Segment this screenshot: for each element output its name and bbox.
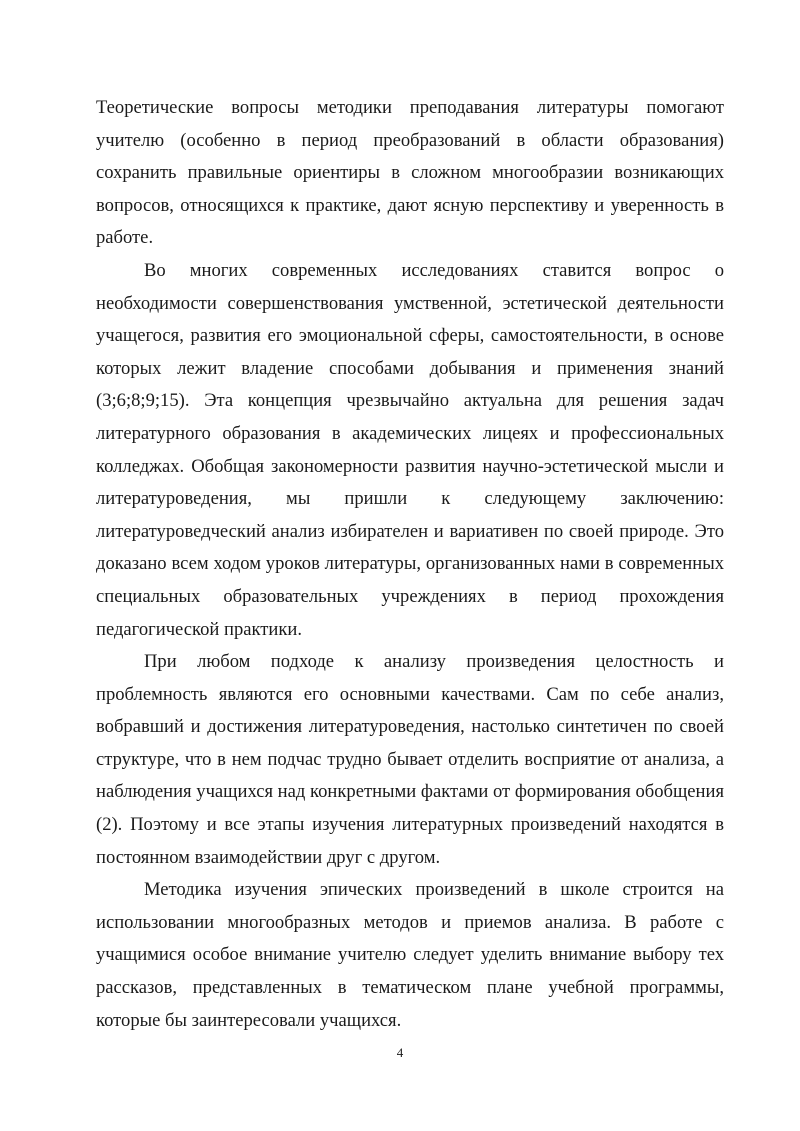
page-number: 4 — [396, 1045, 404, 1060]
paragraph-1: Теоретические вопросы методики преподавания литературы помогают учителю (особенно в период преобразований в области образования) сохранить правильные ориентиры в сложном многообразии возникающих вопросов, относящихся к практике, дают ясную перспективу и уверенность в работе. — [96, 97, 724, 249]
paragraph-2: Во многих современных исследованиях ставится вопрос о необходимости совершенствования умственной, эстетической деятельности учащегося, развития его эмоциональной сферы, самостоятельности, в основе которых лежит владение способами добывания и применения знаний (3;6;8;9;15). Эта концепция чрезвычайно актуальна для решения задач литературного образования в академических лицеях и профессиональных колледжах. Обобщая закономерности развития научно-эстетической мысли и литературоведения, мы пришли к следующему заключению: литературоведческий анализ избирателен и вариативен по своей природе. Это доказано всем ходом уроков литературы, организованных нами в современных специальных образовательных учреждениях в период прохождения педагогической практики. — [96, 259, 724, 640]
paragraph-4: Методика изучения эпических произведений в школе строится на использовании многообразных методов и приемов анализа. В работе с учащимися особое внимание учителю следует уделить внимание выбору тех рассказов, представленных в тематическом плане учебной программы, которые бы заинтересовали учащихся. — [96, 879, 724, 1031]
paragraph-3: При любом подходе к анализу произведения целостность и проблемность являются его основными качествами. Сам по себе анализ, вобравший и достижения литературоведения, настолько синтетичен по своей структуре, что в нем подчас трудно бывает отделить восприятие от анализа, а наблюдения учащихся над конкретными фактами от формирования обобщения (2). Поэтому и все этапы изучения литературных произведений находятся в постоянном взаимодействии друг с другом. — [96, 651, 724, 868]
body-text — [96, 92, 724, 1037]
